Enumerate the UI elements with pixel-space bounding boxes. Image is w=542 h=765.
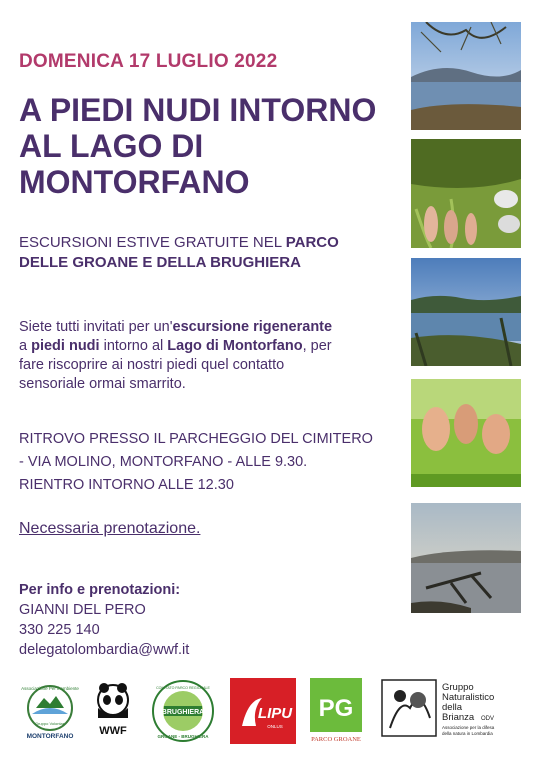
svg-text:Brianza: Brianza <box>442 712 475 723</box>
svg-text:ONLUS: ONLUS <box>267 724 283 729</box>
feet-photo <box>411 379 521 487</box>
invite-bold: piedi nudi <box>31 338 100 354</box>
svg-text:WWF: WWF <box>99 725 127 737</box>
event-date: DOMENICA 17 LUGLIO 2022 <box>19 51 278 72</box>
invite-text: fare riscoprire ai nostri piedi quel contatto <box>19 357 285 373</box>
wwf-logo <box>92 678 134 742</box>
svg-text:Associazione Per il ambiente: Associazione Per il ambiente <box>21 686 79 691</box>
svg-text:Associazione per la difesa: Associazione per la difesa <box>442 725 495 730</box>
invite-bold: Lago di Montorfano <box>167 338 303 354</box>
parco-groane-logo <box>306 678 366 744</box>
meeting-line: - VIA MOLINO, MONTORFANO - ALLE 9.30. <box>19 454 308 470</box>
subtitle <box>19 233 399 273</box>
invite-paragraph <box>19 318 394 394</box>
feet-grass-photo <box>411 139 521 248</box>
svg-text:PG: PG <box>318 695 354 722</box>
subtitle-bold-1: PARCO <box>285 234 339 251</box>
svg-text:BRUGHIERA: BRUGHIERA <box>161 709 205 716</box>
sunset-lake-photo <box>411 503 521 613</box>
lake-photo-1 <box>411 22 521 130</box>
meeting-info <box>19 428 404 497</box>
title-line-2: AL LAGO DI <box>19 128 204 164</box>
gruppo-naturalistico-logo <box>380 678 530 740</box>
lake-photo-2 <box>411 258 521 366</box>
invite-text: a <box>19 338 32 354</box>
svg-text:LIPU: LIPU <box>257 705 293 722</box>
montorfano-logo <box>18 678 82 742</box>
contact-info <box>19 580 189 660</box>
meeting-line: RIENTRO INTORNO ALLE 12.30 <box>19 477 234 493</box>
contact-phone[interactable]: 330 225 140 <box>19 622 100 638</box>
svg-text:Naturalistico: Naturalistico <box>442 692 495 703</box>
contact-name: GIANNI DEL PERO <box>19 602 146 618</box>
contact-email[interactable]: delegatolombardia@wwf.it <box>19 642 190 658</box>
title-line-3: MONTORFANO <box>19 164 250 200</box>
lipu-logo <box>230 678 296 744</box>
svg-text:MONTORFANO: MONTORFANO <box>26 733 74 740</box>
subtitle-bold-2: DELLE GROANE E DELLA BRUGHIERA <box>19 254 301 271</box>
svg-text:GROANE - BRUGHIERA: GROANE - BRUGHIERA <box>157 734 209 739</box>
invite-text: intorno al <box>99 338 168 354</box>
page-title <box>19 92 409 200</box>
svg-text:PARCO GROANE: PARCO GROANE <box>311 736 361 743</box>
invite-text: , per <box>302 338 332 354</box>
title-line-1: A PIEDI NUDI INTORNO <box>19 92 377 128</box>
invite-text: Siete tutti invitati per un' <box>19 319 173 335</box>
meeting-line: RITROVO PRESSO IL PARCHEGGIO DEL CIMITERO <box>19 431 373 447</box>
invite-bold: escursione rigenerante <box>172 319 333 335</box>
svg-text:Gruppo Volontari: Gruppo Volontari <box>34 721 66 726</box>
subtitle-plain: ESCURSIONI ESTIVE GRATUITE NEL <box>19 234 286 251</box>
booking-note: Necessaria prenotazione. <box>19 520 201 537</box>
contact-heading: Per info e prenotazioni: <box>19 582 181 598</box>
invite-text: sensoriale ormai smarrito. <box>19 376 186 392</box>
svg-text:Gruppo: Gruppo <box>442 682 474 693</box>
svg-text:della natura in Lombardia: della natura in Lombardia <box>442 731 493 736</box>
svg-text:COMITATO PARCO REGIONALE: COMITATO PARCO REGIONALE <box>156 686 210 690</box>
svg-text:della: della <box>442 702 463 713</box>
svg-text:ODV: ODV <box>481 716 495 722</box>
groane-brughiera-logo <box>150 678 216 744</box>
